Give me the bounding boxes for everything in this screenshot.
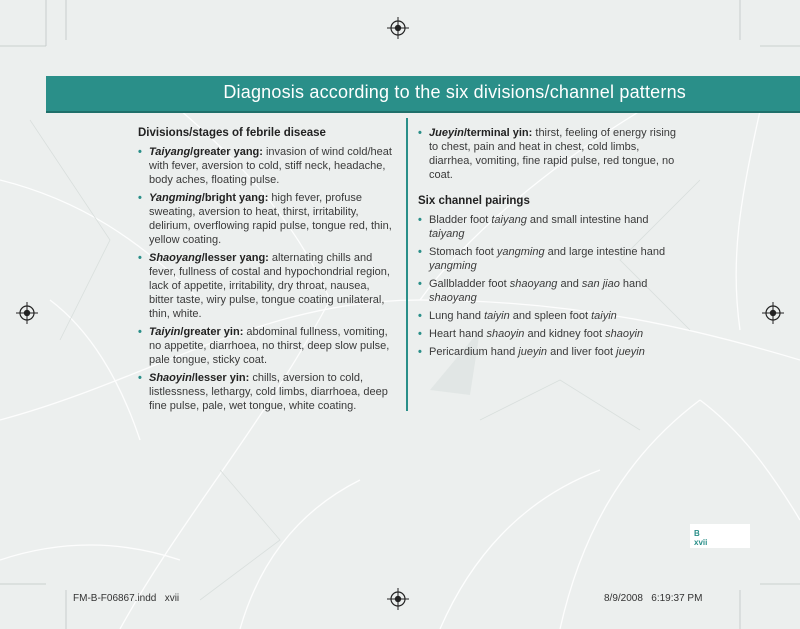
list-item [418,245,676,273]
channel-name: shaoyin [486,328,525,340]
column-divider [406,118,408,411]
list-item [418,126,676,182]
channel-name: taiyin [591,310,617,322]
section-letter: B [694,529,700,538]
text: and kidney foot [524,328,606,340]
bullet-icon: • [138,252,142,264]
jueyin-list [418,126,676,182]
febrile-disease-heading: Divisions/stages of febrile disease [138,127,326,139]
division-list [138,145,396,413]
text: Gallbladder foot [429,278,510,290]
channel-name: taiyang [429,228,465,240]
english-term: /bright yang: [201,192,269,204]
channel-name: shaoyang [509,278,558,290]
page-marker [694,529,758,547]
description: abdominal fullness, vomiting, no appetite, diarrhoea, no thirst, deep slow pulse, pale tongue, sticky coat. [149,326,390,366]
list-item [418,309,676,323]
registration-mark-icon [762,302,784,324]
list-item [138,145,396,187]
channel-name: shaoyin [605,328,644,340]
english-term: /lesser yang: [201,252,269,264]
text: Pericardium hand [429,346,519,358]
channel-name: yangming [429,260,477,272]
list-item [418,277,676,305]
text: and [557,278,582,290]
english-term: /greater yang: [190,146,263,158]
page-number: xvii [694,538,708,547]
term: Shaoyin [149,372,192,384]
registration-mark-icon [387,588,409,610]
bullet-icon: • [138,372,142,384]
bullet-icon: • [418,346,422,358]
text: and large intestine hand [544,246,666,258]
bullet-icon: • [418,310,422,322]
text: hand [619,278,648,290]
footer-timestamp: 8/9/2008 6:19:37 PM [604,593,703,604]
bullet-icon: • [138,146,142,158]
text: and liver foot [547,346,617,358]
list-item [138,325,396,367]
channel-name: taiyin [484,310,510,322]
bullet-icon: • [138,192,142,204]
channel-name: jueyin [616,346,645,358]
term: Yangming [149,192,202,204]
term: Taiyang [149,146,191,158]
footer-file-info: FM-B-F06867.indd xvii [73,593,180,604]
registration-mark-icon [387,17,409,39]
list-item [138,371,396,413]
text: Bladder foot [429,214,492,226]
list-item [418,213,676,241]
description: alternating chills and fever, fullness of costal and hypochondrial region, lack of appetite, irritability, dry throat, nausea, bitter taste, wiry pulse, tongue coating unilateral, thin, white. [149,252,390,320]
bullet-icon: • [418,214,422,226]
term: Jueyin [429,127,464,139]
bullet-icon: • [418,278,422,290]
list-item [418,327,676,341]
right-column [418,126,676,363]
section-banner [46,76,800,113]
pairings-list [418,213,676,359]
channel-name: shaoyang [429,292,477,304]
english-term: /lesser yin: [191,372,250,384]
english-term: /terminal yin: [463,127,533,139]
channel-name: san jiao [581,278,620,290]
description: invasion of wind cold/heat with fever, aversion to cold, stiff neck, headache, body aches, floating pulse. [149,146,392,186]
term: Taiyin [149,326,181,338]
bullet-icon: • [418,328,422,340]
bullet-icon: • [418,127,422,139]
channel-pairings-heading: Six channel pairings [418,195,530,207]
channel-name: taiyang [491,214,527,226]
description: chills, aversion to cold, listlessness, lethargy, cold limbs, diarrhoea, deep fine pulse, pale, wet tongue, white coating. [149,372,388,412]
text: and small intestine hand [526,214,649,226]
text: Stomach foot [429,246,497,258]
channel-name: yangming [496,246,545,258]
list-item [138,251,396,321]
registration-mark-icon [16,302,38,324]
bullet-icon: • [138,326,142,338]
bullet-icon: • [418,246,422,258]
left-column [138,126,396,417]
text: Heart hand [429,328,487,340]
page-title: Diagnosis according to the six divisions/channel patterns [223,82,686,102]
description: thirst, feeling of energy rising to chest, pain and heat in chest, cold limbs, diarrhea, vomiting, fine rapid pulse, red tongue, no coat. [429,127,677,181]
text: and spleen foot [509,310,592,322]
english-term: /greater yin: [180,326,244,338]
channel-name: jueyin [518,346,548,358]
list-item [418,345,676,359]
term: Shaoyang [149,252,202,264]
list-item [138,191,396,247]
text: Lung hand [429,310,485,322]
description: high fever, profuse sweating, aversion to heat, thirst, irritability, delirium, overflowing rapid pulse, tongue red, thin, yellow coating. [149,192,392,246]
